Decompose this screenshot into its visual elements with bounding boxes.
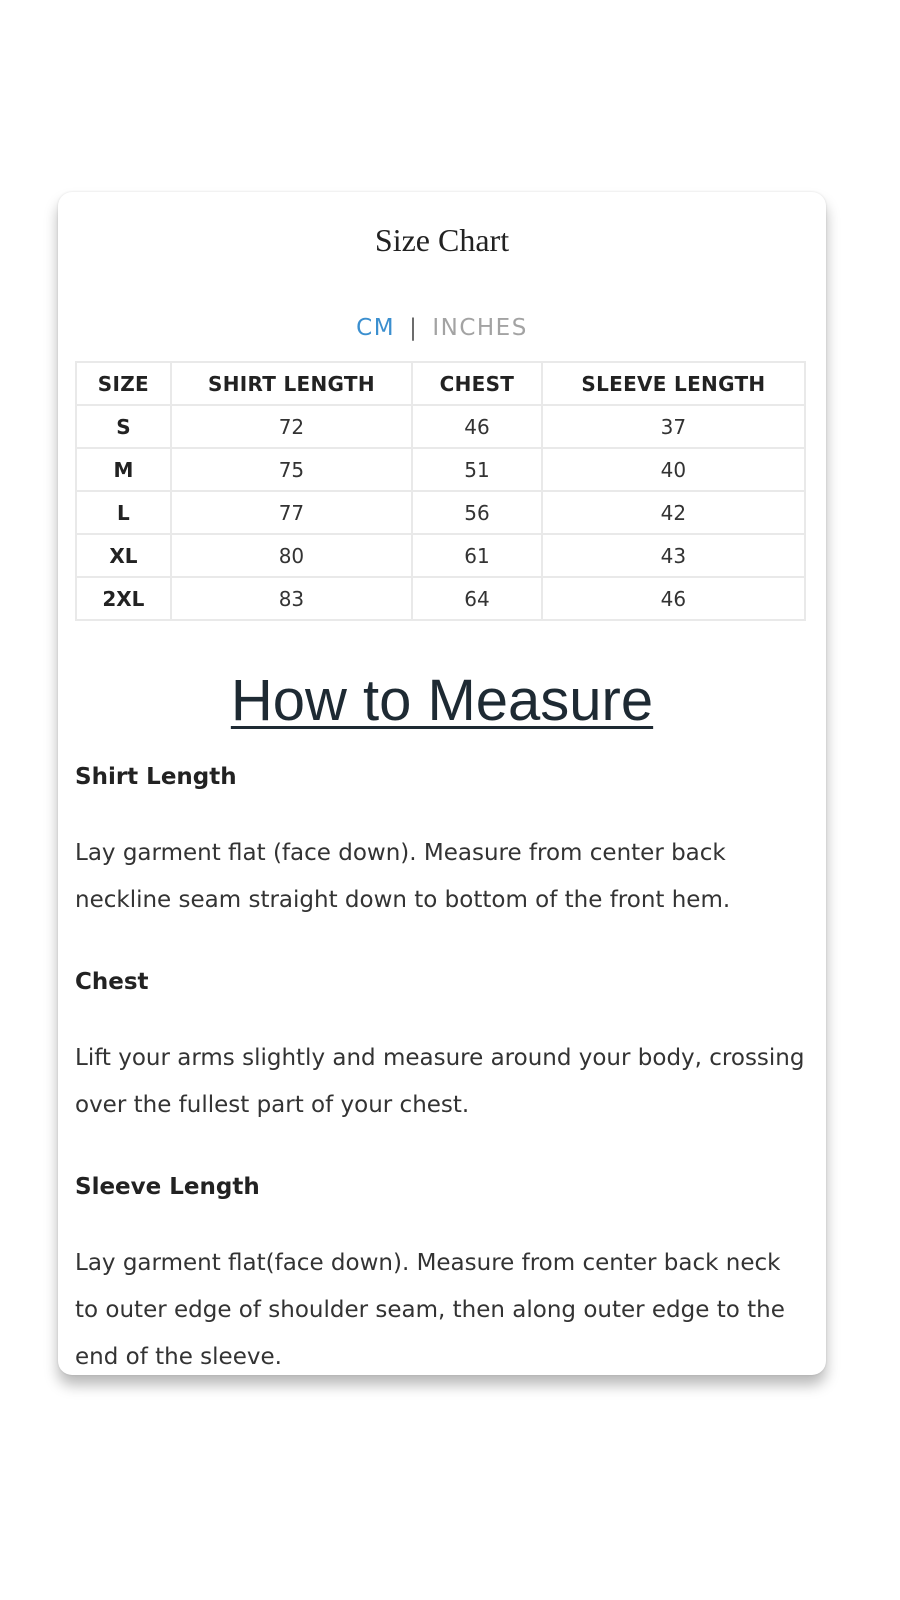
unit-toggle [58,315,826,341]
shirt-length-cell: 83 [171,577,412,620]
size-chart-title: Size Chart [374,222,510,258]
column-header-sleeve-length: SLEEVE LENGTH [542,362,805,405]
measure-section-sleeve-length [75,1174,805,1375]
section-body: Lift your arms slightly and measure around your body, crossing over the fullest part of your chest. [75,1045,805,1118]
section-title: Shirt Length [75,764,237,790]
sleeve-length-cell: 42 [542,491,805,534]
measure-section-chest [75,969,805,1129]
sleeve-length-cell: 40 [542,448,805,491]
sleeve-length-cell: 43 [542,534,805,577]
section-body: Lay garment flat(face down). Measure from center back neck to outer edge of shoulder seam, then along outer edge to the end of the sleeve. [75,1250,785,1370]
section-body: Lay garment flat (face down). Measure from center back neckline seam straight down to bottom of the front hem. [75,840,731,913]
shirt-length-cell: 75 [171,448,412,491]
chest-cell: 46 [412,405,542,448]
measure-section-shirt-length [75,764,805,924]
sleeve-length-cell: 37 [542,405,805,448]
table-row [76,577,805,620]
how-to-measure-heading: How to Measure [230,668,654,733]
chest-cell: 51 [412,448,542,491]
section-title: Chest [75,969,149,995]
size-cell: L [76,491,171,534]
size-chart-card [58,192,826,1375]
chest-cell: 61 [412,534,542,577]
sleeve-length-cell: 46 [542,577,805,620]
section-title: Sleeve Length [75,1174,260,1200]
unit-inches-tab[interactable]: INCHES [432,315,528,341]
column-header-size: SIZE [76,362,171,405]
chest-cell: 64 [412,577,542,620]
size-cell: XL [76,534,171,577]
unit-separator: | [409,315,419,341]
shirt-length-cell: 77 [171,491,412,534]
table-header-row [76,362,805,405]
table-row [76,448,805,491]
chest-cell: 56 [412,491,542,534]
table-row [76,491,805,534]
column-header-shirt-length: SHIRT LENGTH [171,362,412,405]
size-table [75,361,806,621]
size-cell: M [76,448,171,491]
size-cell: 2XL [76,577,171,620]
shirt-length-cell: 72 [171,405,412,448]
unit-cm-tab[interactable]: CM [356,315,396,341]
shirt-length-cell: 80 [171,534,412,577]
size-cell: S [76,405,171,448]
table-row [76,534,805,577]
column-header-chest: CHEST [412,362,542,405]
table-row [76,405,805,448]
